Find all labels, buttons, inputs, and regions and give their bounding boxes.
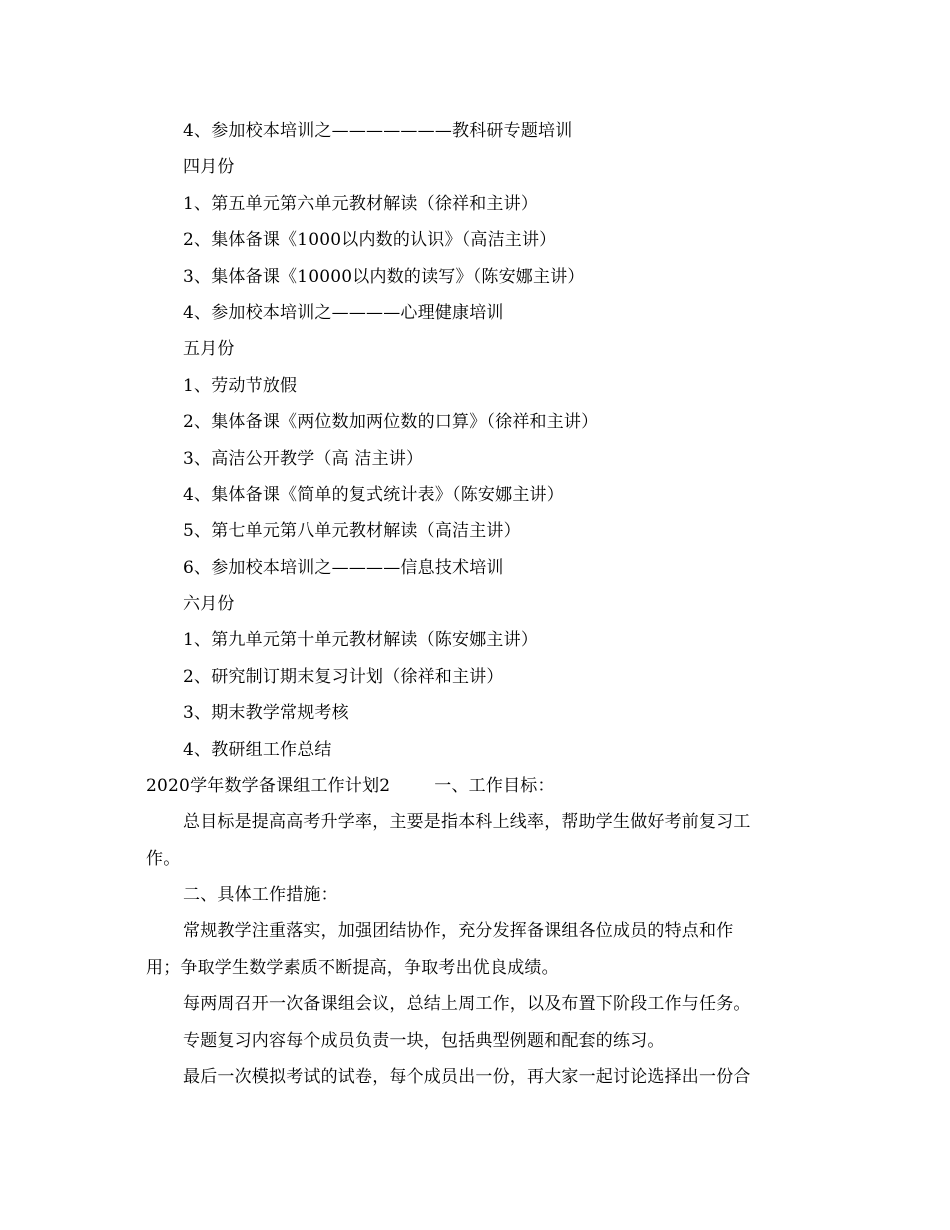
text-line: 4、教研组工作总结 bbox=[183, 740, 332, 760]
text-line: 4、参加校本培训之————心理健康培训 bbox=[183, 303, 504, 323]
text-line: 1、第九单元第十单元教材解读（陈安娜主讲） bbox=[183, 630, 539, 650]
text-line: 专题复习内容每个成员负责一块，包括典型例题和配套的练习。 bbox=[183, 1031, 665, 1051]
text-line: 3、期末教学常规考核 bbox=[183, 703, 349, 723]
section-heading: 二、具体工作措施： bbox=[183, 885, 338, 905]
text-line: 最后一次模拟考试的试卷，每个成员出一份，再大家一起讨论选择出一份合 bbox=[183, 1067, 751, 1087]
text-line: 常规教学注重落实，加强团结协作，充分发挥备课组各位成员的特点和作 bbox=[183, 921, 734, 941]
plan-title-line bbox=[146, 775, 555, 797]
month-heading: 五月份 bbox=[183, 339, 235, 359]
text-line: 作。 bbox=[146, 849, 181, 869]
text-line: 每两周召开一次备课组会议，总结上周工作，以及布置下阶段工作与任务。 bbox=[183, 994, 751, 1014]
text-line: 5、第七单元第八单元教材解读（高洁主讲） bbox=[183, 521, 521, 541]
text-line: 4、集体备课《简单的复式统计表》（陈安娜主讲） bbox=[183, 485, 564, 505]
text-line: 2、集体备课《两位数加两位数的口算》（徐祥和主讲） bbox=[183, 412, 599, 432]
text-line: 总目标是提高高考升学率，主要是指本科上线率，帮助学生做好考前复习工 bbox=[183, 812, 751, 832]
month-heading: 四月份 bbox=[183, 157, 235, 177]
text-line: 4、参加校本培训之———————教科研专题培训 bbox=[183, 121, 573, 141]
goal-heading: 一、工作目标： bbox=[434, 776, 555, 796]
text-line: 6、参加校本培训之————信息技术培训 bbox=[183, 558, 504, 578]
plan-title: 2020学年数学备课组工作计划2 bbox=[146, 776, 391, 796]
text-line: 3、高洁公开教学（高 洁主讲） bbox=[183, 449, 424, 469]
text-line: 3、集体备课《10000以内数的读写》（陈安娜主讲） bbox=[183, 267, 585, 287]
text-line: 1、第五单元第六单元教材解读（徐祥和主讲） bbox=[183, 194, 539, 214]
text-line: 2、集体备课《1000以内数的认识》（高洁主讲） bbox=[183, 230, 557, 250]
text-line: 用；争取学生数学素质不断提高，争取考出优良成绩。 bbox=[146, 958, 559, 978]
month-heading: 六月份 bbox=[183, 594, 235, 614]
text-line: 2、研究制订期末复习计划（徐祥和主讲） bbox=[183, 667, 504, 687]
text-line: 1、劳动节放假 bbox=[183, 376, 298, 396]
